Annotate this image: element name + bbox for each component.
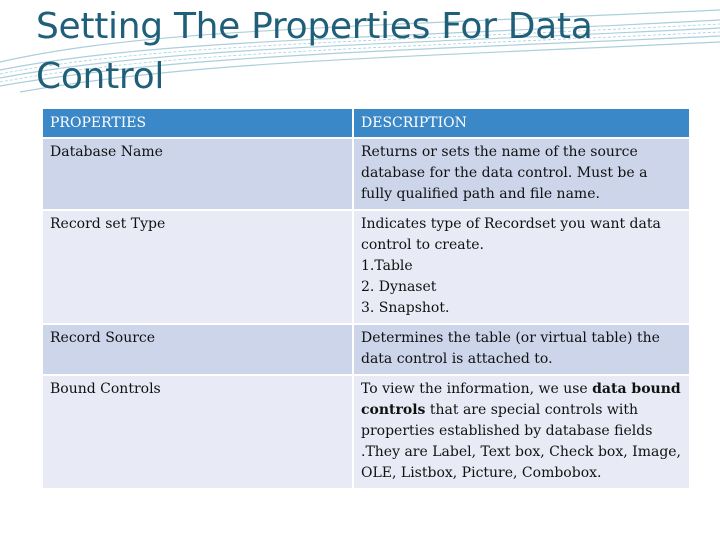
table-header-row <box>43 109 689 137</box>
description-text-before: To view the information, we use <box>361 381 593 397</box>
table-row <box>43 376 689 488</box>
table-row <box>43 139 689 209</box>
description-text-after: that are special controls with properties established by database fields .They are Label, Text box, Check box, Image, OLE, Listbox, Picture, Combobox. <box>361 402 682 481</box>
header-description: DESCRIPTION <box>354 109 689 137</box>
table-row <box>43 211 689 323</box>
description-cell: Returns or sets the name of the source database for the data control. Must be a fully qualified path and file name. <box>354 139 689 209</box>
description-cell <box>354 211 689 323</box>
description-cell <box>354 376 689 488</box>
property-cell: Record Source <box>43 325 352 374</box>
description-keyword: data bound controls <box>361 381 681 418</box>
properties-table <box>41 107 691 490</box>
property-cell: Database Name <box>43 139 352 209</box>
property-cell: Record set Type <box>43 211 352 323</box>
description-line: 3. Snapshot. <box>361 300 450 316</box>
table-row <box>43 325 689 374</box>
description-line: 2. Dynaset <box>361 279 437 295</box>
description-cell: Determines the table (or virtual table) the data control is attached to. <box>354 325 689 374</box>
slide-title: Setting The Properties For Data Control <box>36 6 593 97</box>
property-cell: Bound Controls <box>43 376 352 488</box>
description-line: 1.Table <box>361 258 413 274</box>
description-line: Indicates type of Recordset you want data control to create. <box>361 216 661 253</box>
header-properties: PROPERTIES <box>43 109 352 137</box>
